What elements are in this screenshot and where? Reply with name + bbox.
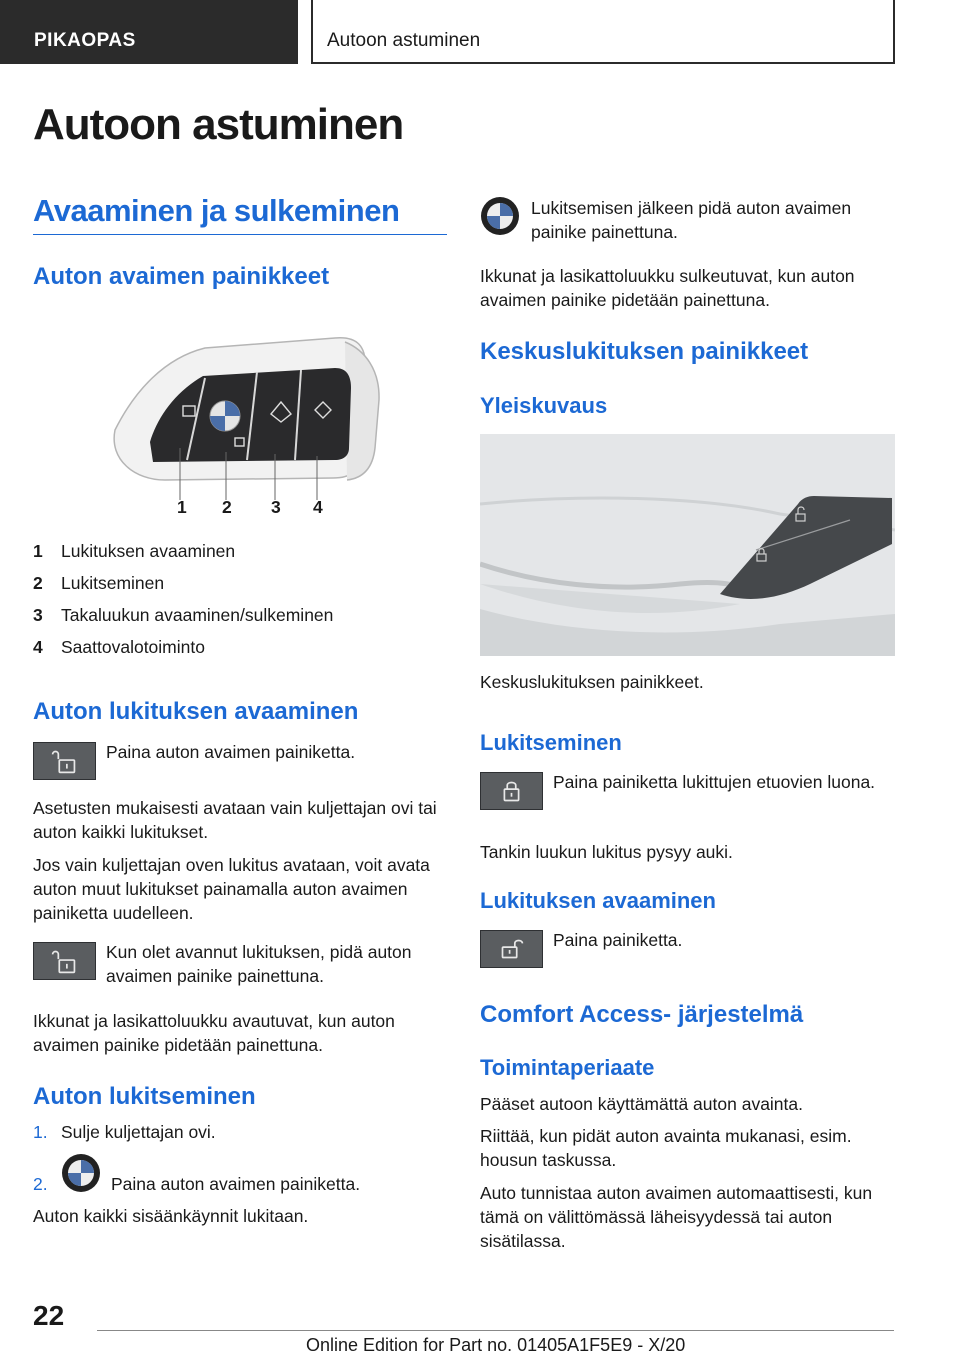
car-key-figure [95, 330, 390, 520]
unlock-icon [33, 742, 96, 780]
section-tab: PIKAOPAS [0, 0, 298, 64]
figure-label-3: 3 [271, 497, 281, 517]
heading-unlocking: Lukituksen avaaminen [480, 888, 716, 913]
lock-icon [480, 772, 543, 810]
unlock-icon-text: Kun olet avannut lukituksen, pidä auton avaimen painike painettuna. [106, 942, 412, 986]
paragraph: Ikkunat ja lasikattoluukku sulkeutuvat, kun auton avaimen painike pidetään painettuna. [480, 266, 855, 310]
heading-rule [33, 234, 447, 235]
step-item: 1. Sulje kuljettajan ovi. [33, 1122, 216, 1142]
heading-key-buttons: Auton avaimen painikkeet [33, 263, 330, 290]
legend-item: 3 Takaluukun avaaminen/sulkeminen [33, 605, 334, 625]
paragraph: Tankin luukun lukitus pysyy auki. [480, 842, 733, 862]
heading-overview: Yleiskuvaus [480, 393, 608, 418]
paragraph: Auto tunnistaa auton avaimen automaattisesti, kun tämä on välittömässä läheisyydessä tai auton sisätilassa. [480, 1183, 873, 1251]
step-item: 2. Paina auton avaimen painiketta. [33, 1174, 361, 1194]
paragraph: Jos vain kuljettajan oven lukitus avataan, voit avata auton muut lukitukset painamalla auton avaimen painiketta uudelleen. [33, 855, 430, 923]
heading-central-locking: Keskuslukituksen painikkeet [480, 338, 809, 365]
heading-principle: Toimintaperiaate [480, 1055, 655, 1080]
heading-comfort-access: Comfort Access- järjestelmä [480, 1001, 804, 1028]
chapter-header: Autoon astuminen [311, 0, 895, 64]
page-number: 22 [33, 1300, 65, 1331]
heading-locking: Lukitseminen [480, 730, 622, 755]
door-central-locking-figure [480, 434, 895, 656]
paragraph: Pääset autoon käyttämättä auton avainta. [480, 1094, 803, 1114]
bmw-roundel-icon [480, 196, 520, 236]
heading-unlock-car: Auton lukituksen avaaminen [33, 698, 359, 725]
footer-rule [97, 1330, 894, 1331]
figure-label-1: 1 [177, 497, 187, 517]
heading-lock-car: Auton lukitseminen [33, 1083, 256, 1110]
lock-icon-text: Lukitsemisen jälkeen pidä auton avaimen painike painettuna. [531, 198, 852, 242]
page-title: Autoon astuminen [33, 100, 404, 149]
paragraph: Auton kaikki sisäänkäynnit lukitaan. [33, 1206, 309, 1226]
figure-label-4: 4 [313, 497, 323, 517]
figure-label-2: 2 [222, 497, 232, 517]
unlock-icon [33, 942, 96, 980]
legend-item: 4 Saattovalotoiminto [33, 637, 205, 657]
legend-item: 2 Lukitseminen [33, 573, 165, 593]
figure-caption: Keskuslukituksen painikkeet. [480, 672, 704, 692]
bmw-roundel-icon [61, 1153, 101, 1193]
section-heading-open-close: Avaaminen ja sulkeminen [33, 193, 400, 228]
paragraph: Riittää, kun pidät auton avainta mukanasi, esim. housun taskussa. [480, 1126, 852, 1170]
unlocking-text: Paina painiketta. [553, 930, 683, 950]
locking-text: Paina painiketta lukittujen etuovien luona. [553, 772, 876, 792]
legend-item: 1 Lukituksen avaaminen [33, 541, 236, 561]
footer-edition: Online Edition for Part no. 01405A1F5E9 - X/20 [306, 1335, 686, 1355]
paragraph: Ikkunat ja lasikattoluukku avautuvat, kun auton avaimen painike pidetään painettuna. [33, 1011, 395, 1055]
unlock-icon [480, 930, 543, 968]
paragraph: Asetusten mukaisesti avataan vain kuljettajan ovi tai auton kaikki lukitukset. [33, 798, 437, 842]
unlock-icon-text: Paina auton avaimen painiketta. [106, 742, 356, 762]
